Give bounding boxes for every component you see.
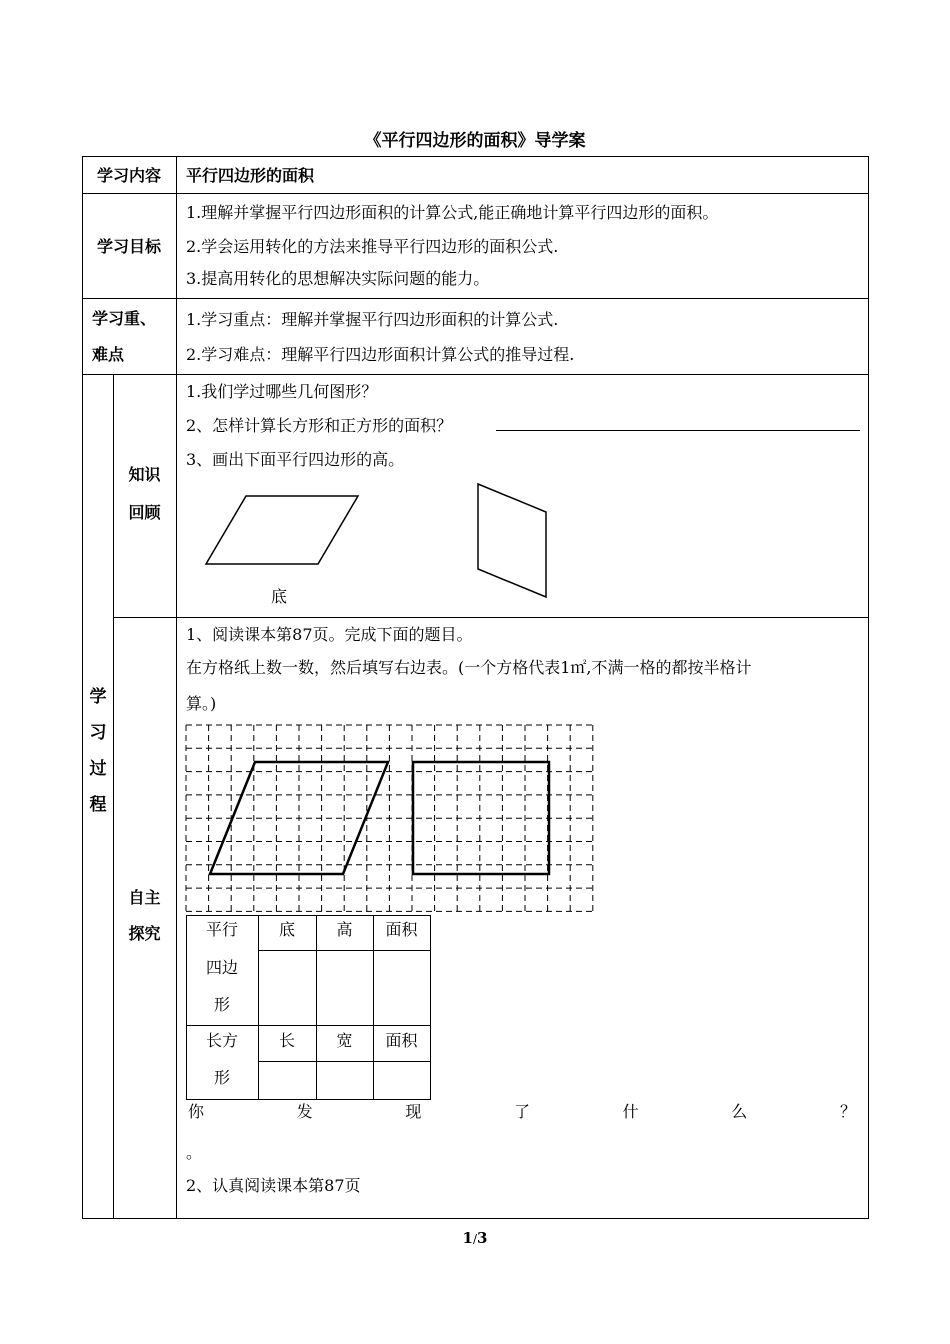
worksheet-table (82, 156, 869, 1219)
key-point-item: 1.学习重点：理解并掌握平行四边形面积的计算公式. (186, 310, 559, 329)
explore-label: 探究 (128, 924, 161, 943)
measurement-table (186, 915, 431, 1099)
parallelogram-row-label: 四边 (205, 958, 238, 977)
review-question: 2、怎样计算长方形和正方形的面积？ (186, 416, 453, 435)
parallelogram-figures (182, 471, 582, 606)
rectangle-row-label: 形 (213, 1068, 230, 1087)
parallelogram-figure-tilted (478, 484, 546, 597)
review-question: 1.我们学过哪些几何图形？ (186, 382, 378, 401)
content-label: 学习内容 (96, 166, 161, 185)
header-cell: 高 (336, 920, 353, 939)
header-cell: 底 (278, 920, 295, 939)
process-label: 学 习 过 程 (89, 687, 107, 815)
parallelogram-row-label: 平行 (205, 920, 238, 939)
key-point-item: 2.学习难点：理解平行四边形面积计算公式的推导过程. (186, 345, 575, 364)
review-label: 知识 (128, 465, 161, 484)
review-label: 回顾 (128, 503, 161, 522)
grid-paper (185, 724, 597, 916)
header-cell: 面积 (385, 1031, 418, 1050)
explore-text: 1、阅读课本第87页。完成下面的题目。 (186, 625, 473, 644)
answer-blank[interactable] (496, 430, 860, 431)
document-title: 《平行四边形的面积》导学案 (364, 131, 586, 151)
parallelogram-row-label: 形 (213, 995, 230, 1014)
header-cell: 宽 (336, 1031, 353, 1050)
goals-label: 学习目标 (96, 237, 161, 256)
goal-item: 3.提高用转化的思想解决实际问题的能力。 (186, 269, 490, 288)
explore-label: 自主 (128, 888, 161, 907)
discover-question: 你 发 现 了 什 么 ？ (188, 1102, 856, 1121)
review-question: 3、画出下面平行四边形的高。 (186, 450, 405, 469)
parallelogram-figure-horizontal (206, 496, 358, 564)
discover-end: 。 (186, 1143, 203, 1162)
explore-text: 2、认真阅读课本第87页 (186, 1176, 361, 1195)
explore-text: 算。) (186, 694, 217, 713)
base-label: 底 (271, 587, 288, 606)
header-cell: 长 (278, 1031, 295, 1050)
goal-item: 1.理解并掌握平行四边形面积的计算公式,能正确地计算平行四边形的面积。 (186, 203, 719, 222)
content-value: 平行四边形的面积 (186, 166, 315, 185)
header-cell: 面积 (385, 920, 418, 939)
key-points-label: 难点 (92, 345, 125, 364)
explore-text: 在方格纸上数一数，然后填写右边表。(一个方格代表1㎡,不满一格的都按半格计 (186, 658, 752, 677)
rectangle-row-label: 长方 (205, 1031, 238, 1050)
goal-item: 2.学会运用转化的方法来推导平行四边形的面积公式. (186, 237, 559, 256)
key-points-label: 学习重、 (92, 309, 157, 328)
page-number: 1/3 (462, 1229, 488, 1247)
